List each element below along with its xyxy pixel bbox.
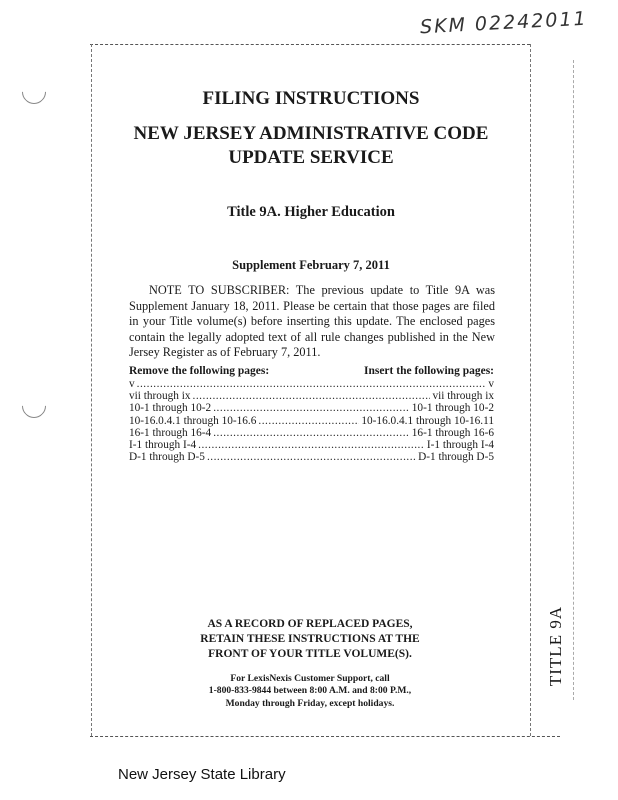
frame-divider-edge [530, 44, 531, 736]
support-line-2: 1-800-833-9844 between 8:00 A.M. and 8:00 P.M., [208, 685, 412, 697]
remove-range: vii through ix [129, 390, 191, 403]
remove-range: v [129, 378, 135, 390]
insert-range: v [488, 378, 494, 390]
code-title [92, 122, 530, 170]
insert-range: 10-1 through 10-2 [411, 402, 494, 415]
list-item [129, 427, 494, 439]
remove-range: I-1 through I-4 [129, 438, 197, 451]
dot-leader [213, 402, 410, 414]
page-replacement-list [129, 378, 494, 463]
library-stamp: New Jersey State Library [118, 766, 286, 783]
list-item [129, 402, 494, 414]
code-title-line-1: NEW JERSEY ADMINISTRATIVE CODE [133, 123, 489, 144]
binder-hole-mark [17, 75, 51, 109]
remove-range: D-1 through D-5 [129, 451, 205, 464]
dot-leader [258, 415, 359, 427]
insert-range: D-1 through D-5 [418, 451, 494, 464]
dot-leader [137, 378, 487, 390]
list-item [129, 415, 494, 427]
list-item [129, 439, 494, 451]
support-line-1: For LexisNexis Customer Support, call [230, 673, 390, 684]
supplement-date: Supplement February 7, 2011 [232, 258, 390, 272]
dot-leader [198, 439, 425, 451]
insert-pages-header: Insert the following pages: [363, 365, 494, 377]
insert-range: 16-1 through 16-6 [411, 426, 494, 439]
insert-range: vii through ix [432, 390, 494, 403]
title-subject: Title 9A. Higher Education [227, 204, 395, 220]
dot-leader [213, 427, 410, 439]
support-line-3: Monday through Friday, except holidays. [225, 697, 395, 709]
list-item [129, 390, 494, 402]
frame-bottom-edge [90, 736, 560, 737]
title-tab-label: TITLE 9A [546, 605, 565, 687]
record-line-1: AS A RECORD OF REPLACED PAGES, [207, 618, 413, 630]
list-item [129, 378, 494, 390]
frame-top-edge [90, 44, 530, 45]
code-title-line-2: UPDATE SERVICE [228, 147, 394, 168]
record-line-3: FRONT OF YOUR TITLE VOLUME(S). [208, 648, 412, 660]
dot-leader [193, 390, 431, 402]
binder-hole-mark [17, 389, 51, 423]
frame-right-edge [573, 60, 574, 700]
remove-range: 10-16.0.4.1 through 10-16.6 [129, 414, 257, 427]
insert-range: 10-16.0.4.1 through 10-16.11 [361, 414, 494, 427]
list-item [129, 451, 494, 463]
page-title: FILING INSTRUCTIONS [202, 88, 420, 109]
remove-pages-header: Remove the following pages: [129, 365, 270, 377]
record-line-2: RETAIN THESE INSTRUCTIONS AT THE [200, 633, 420, 645]
title-tab [544, 604, 568, 688]
remove-range: 10-1 through 10-2 [129, 402, 212, 415]
handwritten-annotation: SKM 02242011 [419, 7, 589, 39]
dot-leader [207, 451, 416, 463]
customer-support-info [170, 673, 450, 710]
note-to-subscriber: NOTE TO SUBSCRIBER: The previous update to Title 9A was Supplement January 18, 2011. Please be certain that those pages are filed in your Title volume(s) before inserting this update. The enclosed pages contain the legally adopted text of all rule changes published in the New Jersey Register as of February 7, 2011. [129, 283, 495, 360]
remove-range: 16-1 through 16-4 [129, 426, 212, 439]
insert-range: I-1 through I-4 [426, 438, 494, 451]
record-instructions [170, 617, 450, 662]
